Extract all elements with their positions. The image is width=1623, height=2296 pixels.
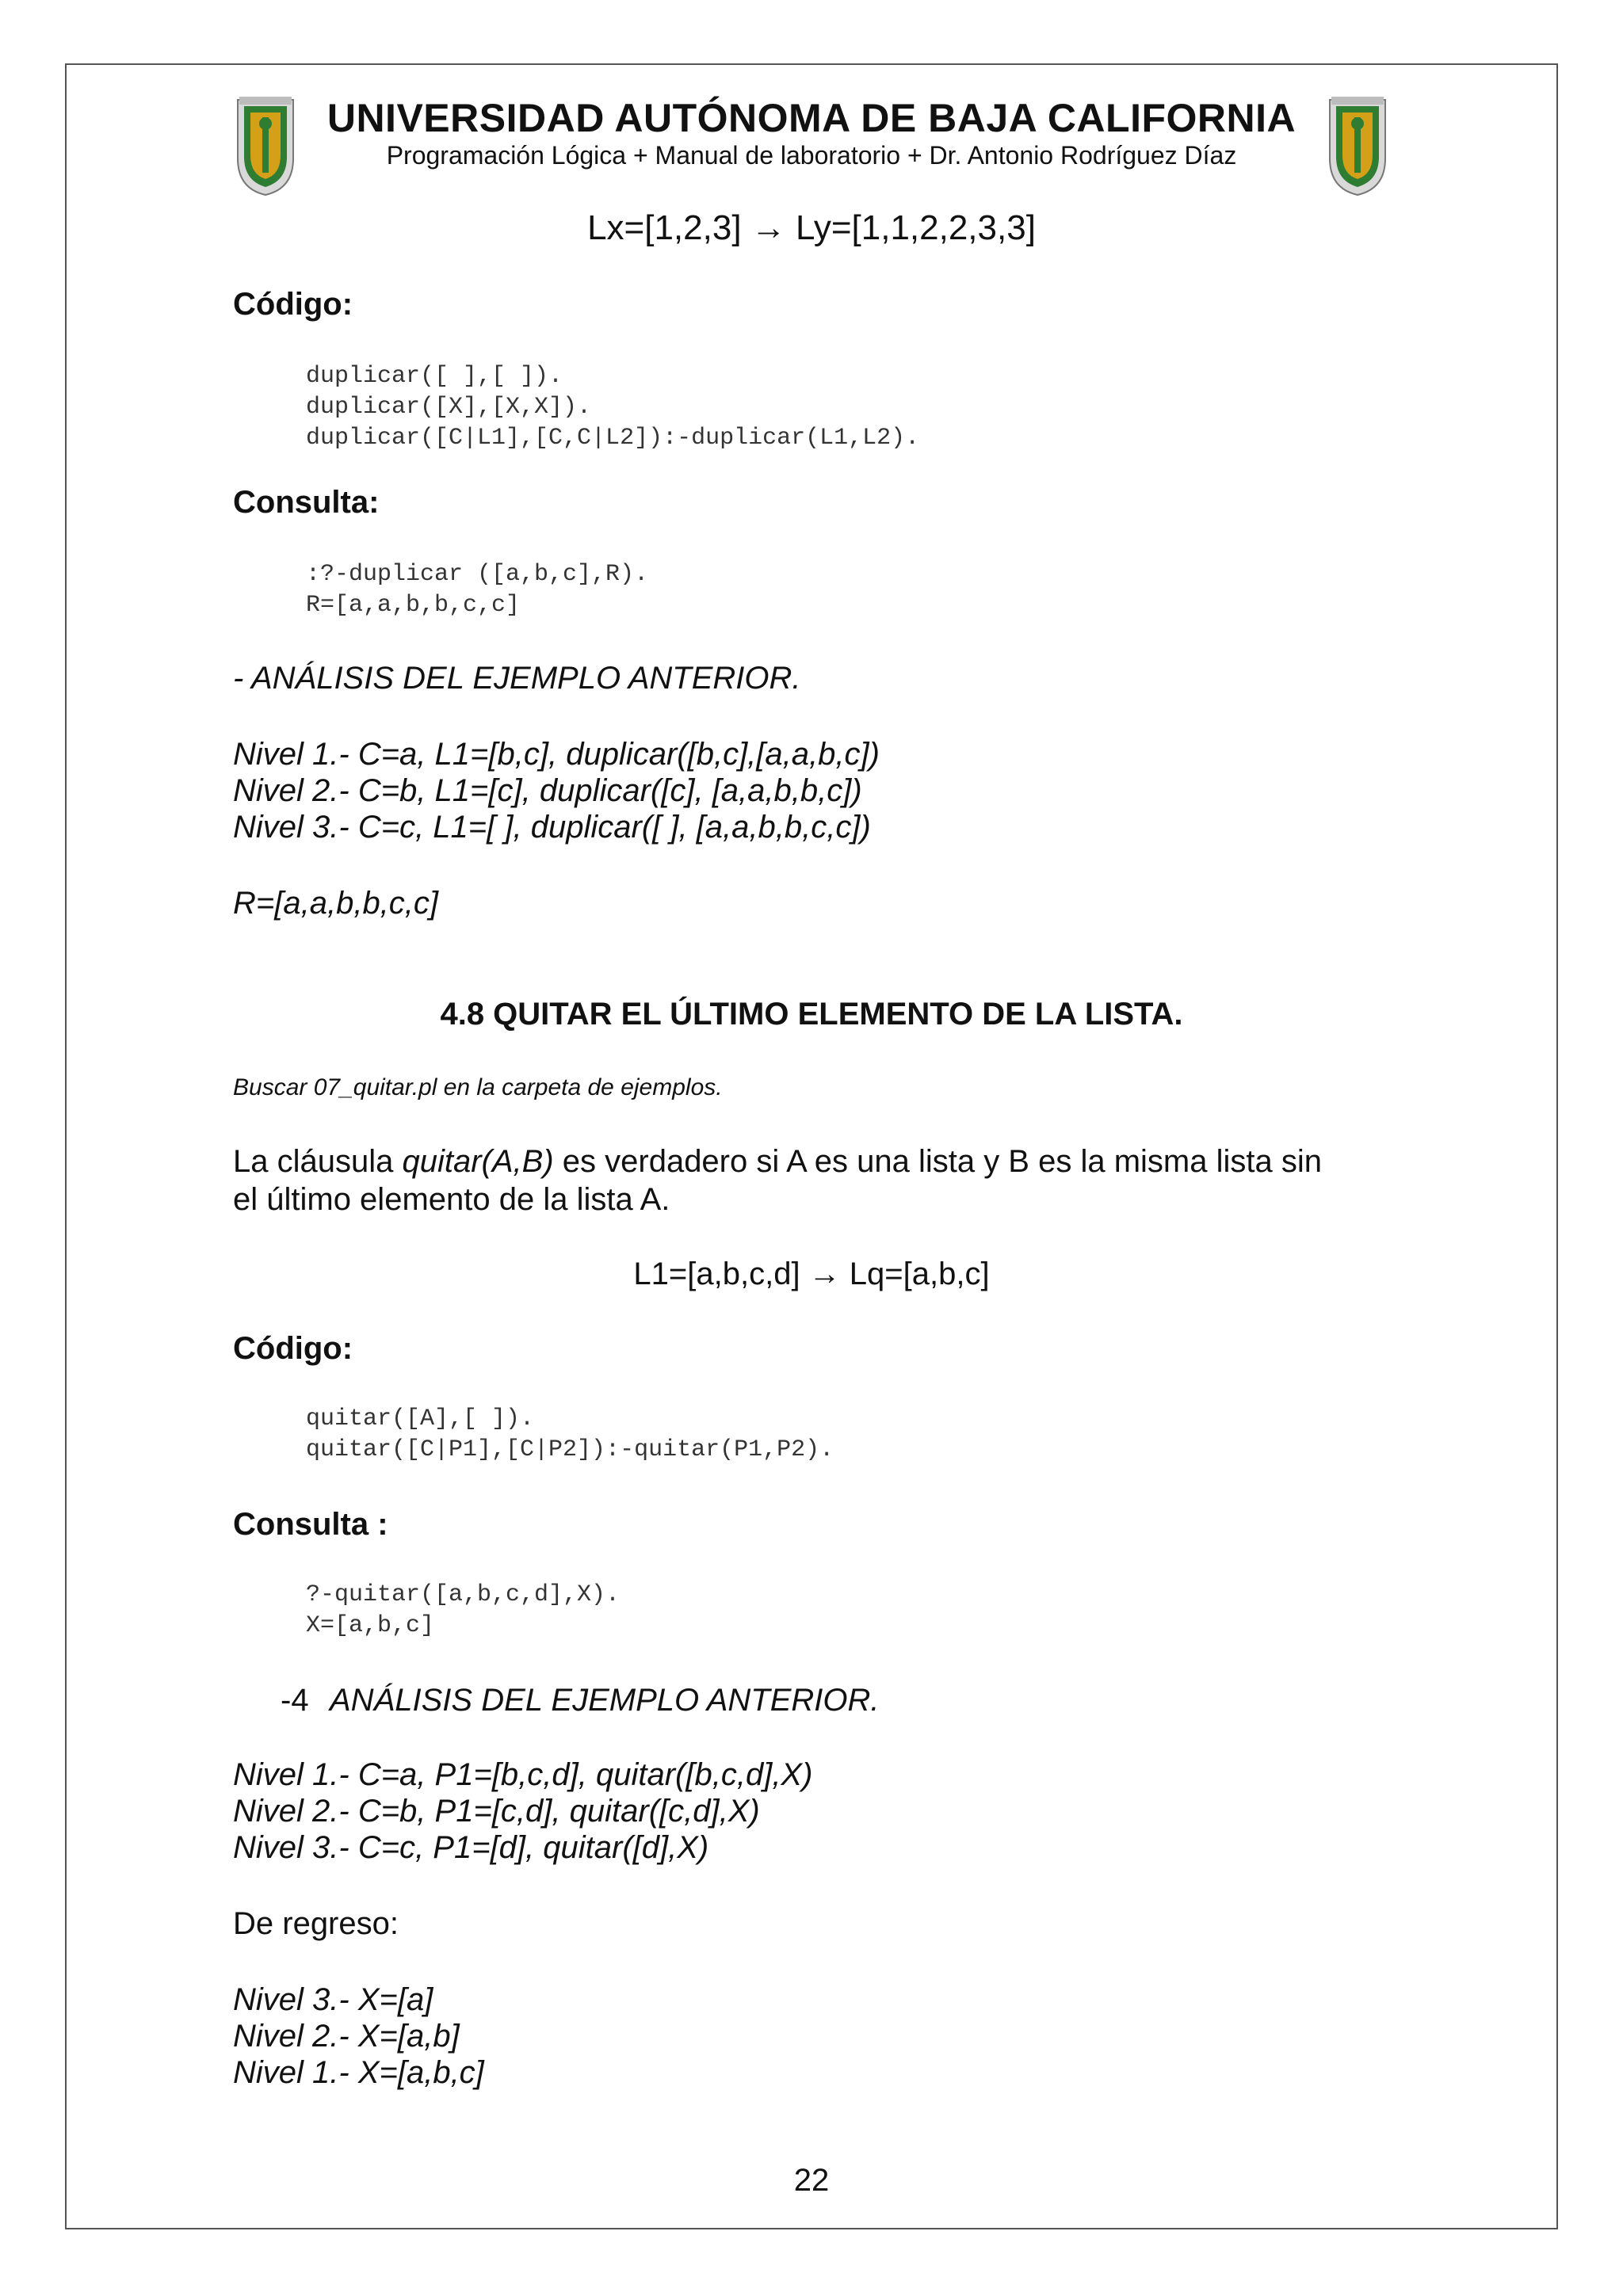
analysis-prefix: -4 [281,1683,309,1718]
code-line: quitar([A],[ ]). [306,1405,535,1432]
code-line: ?-quitar([a,b,c,d],X). [306,1581,621,1608]
top-formula: Lx=[1,2,3] → Ly=[1,1,2,2,3,3] [587,208,1036,247]
university-title: UNIVERSIDAD AUTÓNOMA DE BAJA CALIFORNIA [327,96,1296,140]
paragraph-italic: quitar(A,B) [402,1144,554,1179]
analysis-title: ANÁLISIS DEL EJEMPLO ANTERIOR. [330,1683,880,1718]
codigo-heading: Código: [233,1331,353,1366]
code-line: quitar([C|P1],[C|P2]):-quitar(P1,P2). [306,1436,834,1463]
analysis-level: Nivel 1.- C=a, L1=[b,c], duplicar([b,c],[a,a,b,c]) [233,737,880,772]
paragraph-text: es verdadero si A es una lista y B es la misma lista sin [553,1144,1322,1179]
section-title: 4.8 QUITAR EL ÚLTIMO ELEMENTO DE LA LISTA. [440,997,1183,1032]
code-line: duplicar([X],[X,X]). [306,394,592,421]
analysis-result: R=[a,a,b,b,c,c] [233,886,439,921]
page-number: 22 [793,2163,830,2198]
paragraph-text: La cláusula [233,1144,403,1179]
de-regreso-label: De regreso: [233,1906,399,1941]
analysis-level: Nivel 3.- C=c, L1=[ ], duplicar([ ], [a,a,b,b,c,c]) [233,810,871,845]
code-line: duplicar([ ],[ ]). [306,363,563,390]
section-note: Buscar 07_quitar.pl en la carpeta de ejemplos. [233,1074,723,1100]
document-subtitle: Programación Lógica + Manual de laboratorio + Dr. Antonio Rodríguez Díaz [386,141,1237,170]
analysis-level: Nivel 2.- C=b, P1=[c,d], quitar([c,d],X) [233,1794,760,1829]
code-line: X=[a,b,c] [306,1612,435,1639]
return-level: Nivel 2.- X=[a,b] [233,2019,460,2054]
code-line: R=[a,a,b,b,c,c] [306,592,521,619]
section-formula: L1=[a,b,c,d] → Lq=[a,b,c] [633,1257,990,1291]
analysis-level: Nivel 1.- C=a, P1=[b,c,d], quitar([b,c,d],X) [233,1757,813,1792]
code-line: :?-duplicar ([a,b,c],R). [306,561,649,588]
analysis-level: Nivel 2.- C=b, L1=[c], duplicar([c], [a,a,b,b,c]) [233,773,862,808]
paragraph-line: el último elemento de la lista A. [233,1182,670,1217]
codigo-heading: Código: [233,287,353,322]
consulta-heading: Consulta: [233,485,380,520]
code-line: duplicar([C|L1],[C,C|L2]):-duplicar(L1,L2). [306,425,920,452]
return-level: Nivel 1.- X=[a,b,c] [233,2055,484,2090]
section-paragraph [233,1142,1322,1180]
analysis-level: Nivel 3.- C=c, P1=[d], quitar([d],X) [233,1830,709,1865]
return-level: Nivel 3.- X=[a] [233,1982,433,2017]
analysis-title: - ANÁLISIS DEL EJEMPLO ANTERIOR. [233,661,801,696]
consulta-heading: Consulta : [233,1507,388,1542]
